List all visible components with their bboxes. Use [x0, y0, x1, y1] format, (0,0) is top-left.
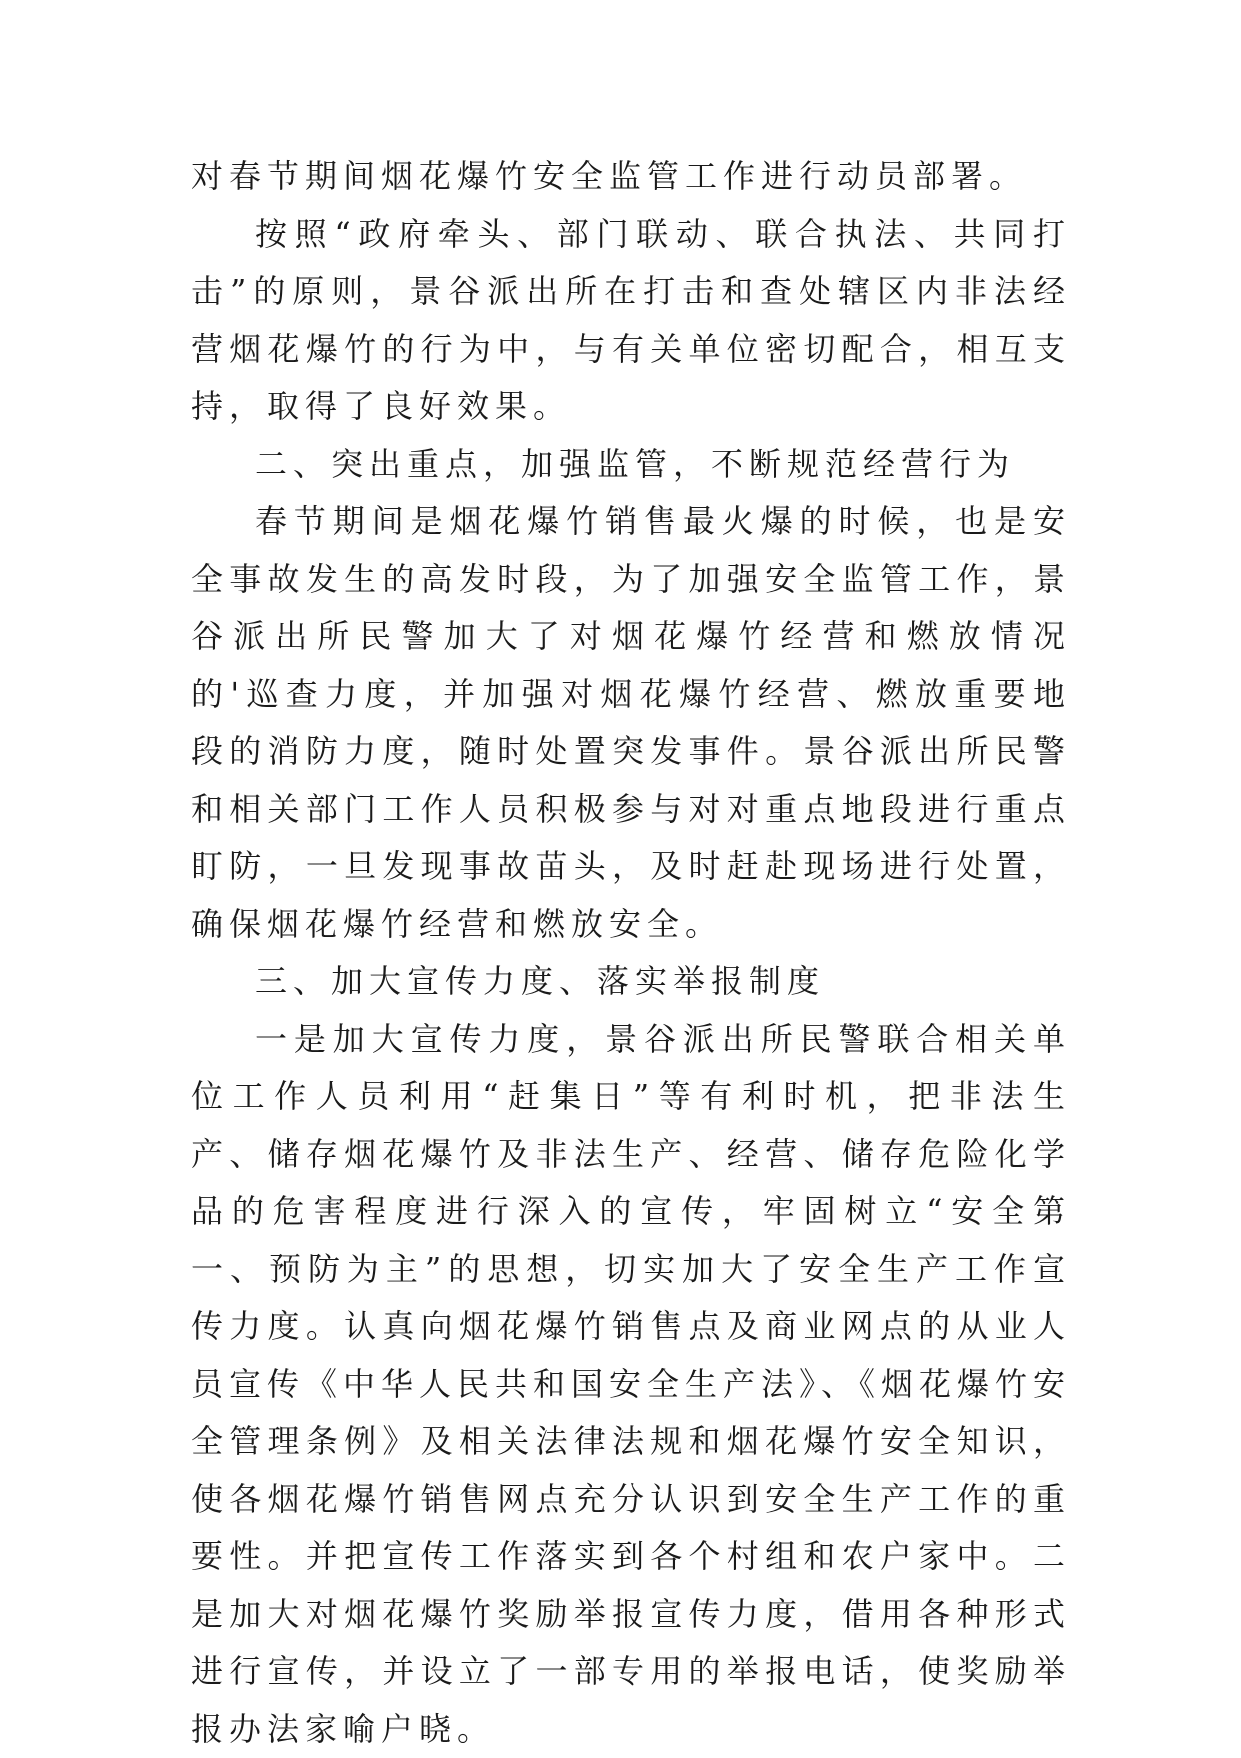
paragraph-publicity: 一是加大宣传力度，景谷派出所民警联合相关单位工作人员利用“赶集日”等有利时机，把非法生产、储存烟花爆竹及非法生产、经营、储存危险化学品的危害程度进行深入的宣传，牢固树立“安全第一、预防为主”的思想，切实加大了安全生产工作宣传力度。认真向烟花爆竹销售点及商业网点的从业人员宣传《中华人民共和国安全生产法》、《烟花爆竹安全管理条例》及相关法律法规和烟花爆竹安全知识，使各烟花爆竹销售网点充分认识到安全生产工作的重要性。并把宣传工作落实到各个村组和农户家中。二是加大对烟花爆竹奖励举报宣传力度，借用各种形式进行宣传，并设立了一部专用的举报电话，使奖励举报办法家喻户晓。 [191, 1011, 1071, 1758]
section-heading-2: 二、突出重点，加强监管，不断规范经营行为 [191, 436, 1071, 494]
section-heading-3: 三、加大宣传力度、落实举报制度 [191, 953, 1071, 1011]
paragraph-continuation: 对春节期间烟花爆竹安全监管工作进行动员部署。 [191, 148, 1071, 206]
document-body [191, 148, 1071, 1758]
paragraph-supervision: 春节期间是烟花爆竹销售最火爆的时候，也是安全事故发生的高发时段，为了加强安全监管工作，景谷派出所民警加大了对烟花爆竹经营和燃放情况的'巡查力度，并加强对烟花爆竹经营、燃放重要地段的消防力度，随时处置突发事件。景谷派出所民警和相关部门工作人员积极参与对对重点地段进行重点盯防，一旦发现事故苗头，及时赶赴现场进行处置，确保烟花爆竹经营和燃放安全。 [191, 493, 1071, 953]
paragraph-principle: 按照“政府牵头、部门联动、联合执法、共同打击”的原则，景谷派出所在打击和查处辖区内非法经营烟花爆竹的行为中，与有关单位密切配合，相互支持，取得了良好效果。 [191, 206, 1071, 436]
